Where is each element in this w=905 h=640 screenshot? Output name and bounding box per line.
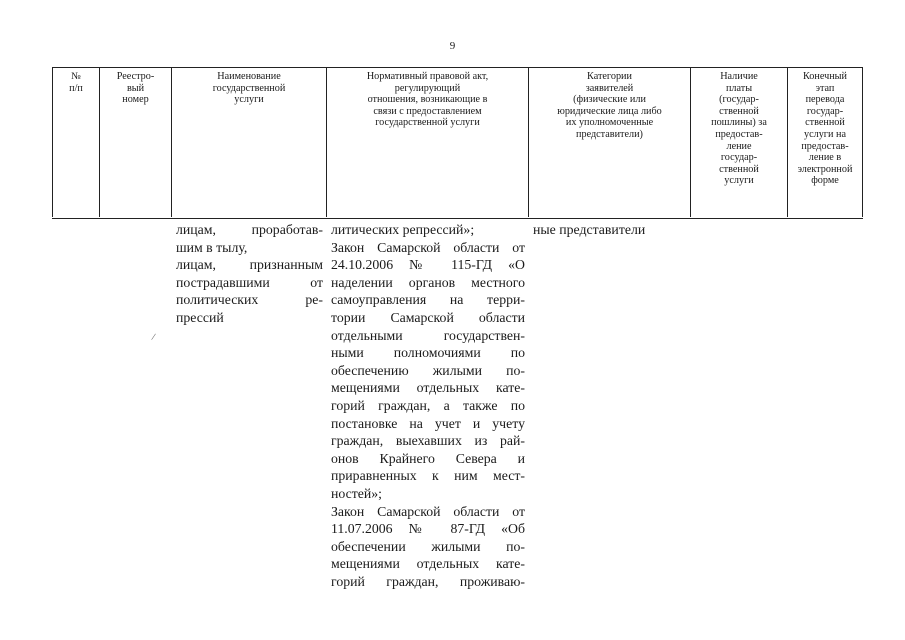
- legal-act-text: [331, 221, 525, 590]
- text-line: ные представители: [533, 222, 646, 237]
- text-line: Закон Самарской области от: [331, 239, 525, 255]
- header-cell-registry-number: Реестро- вый номер: [116, 71, 155, 106]
- text-line: мещениями отдельных кате-: [331, 380, 525, 396]
- text-line: ными полномочиями по: [331, 345, 525, 361]
- stray-mark: /: [150, 331, 157, 344]
- header-cell-applicant-categories: Категории заявителей (физические или юридические лица либо их уполномоченные представители): [557, 71, 662, 140]
- applicant-categories-text: [533, 221, 688, 239]
- text-line: шим в тылу,: [176, 239, 248, 255]
- text-line: лицам, признанным: [176, 257, 323, 273]
- header-cell-service-name: Наименование государственной услуги: [212, 71, 286, 106]
- text-line: горий граждан, проживаю-: [331, 573, 525, 589]
- text-line: отдельными государствен-: [331, 327, 525, 343]
- text-line: тории Самарской области: [331, 309, 525, 325]
- text-line: лицам, проработав-: [176, 222, 323, 237]
- text-line: наделении органов местного: [331, 274, 525, 290]
- column-divider: [862, 67, 863, 217]
- header-cell-number: № п/п: [69, 71, 83, 94]
- text-line: приравненных к ним мест-: [331, 468, 525, 484]
- text-line: граждан, выехавших из рай-: [331, 433, 525, 449]
- text-line: обеспечению жилыми по-: [331, 362, 525, 378]
- text-line: литических репрессий»;: [331, 222, 475, 237]
- service-name-text: [176, 221, 323, 327]
- text-line: мещениями отдельных кате-: [331, 556, 525, 572]
- header-cell-electronic-stage: Конечный этап перевода государ- ственной услуги на предостав- ление в электронной форме: [797, 71, 853, 187]
- text-line: обеспечении жилыми по-: [331, 538, 525, 554]
- text-line: 24.10.2006 № 115-ГД «О: [331, 257, 525, 273]
- text-line: горий граждан, а также по: [331, 397, 525, 413]
- text-line: самоуправления на терри-: [331, 292, 525, 308]
- text-line: прессий: [176, 309, 224, 325]
- text-line: 11.07.2006 № 87-ГД «Об: [331, 521, 525, 537]
- header-cell-fee: Наличие платы (государ- ственной пошлины) за предостав- ление государ- ственной услуги: [711, 71, 767, 187]
- text-line: пострадавшими от: [176, 274, 323, 290]
- page-number: 9: [449, 40, 456, 52]
- text-line: постановке на учет и учету: [331, 415, 525, 431]
- text-line: политических ре-: [176, 292, 323, 308]
- text-line: онов Крайнего Севера и: [331, 450, 525, 466]
- text-line: ностей»;: [331, 485, 383, 501]
- header-cell-legal-act: Нормативный правовой акт, регулирующий отношения, возникающие в связи с предоставлением государственной услуги: [366, 71, 489, 129]
- text-line: Закон Самарской области от: [331, 503, 525, 519]
